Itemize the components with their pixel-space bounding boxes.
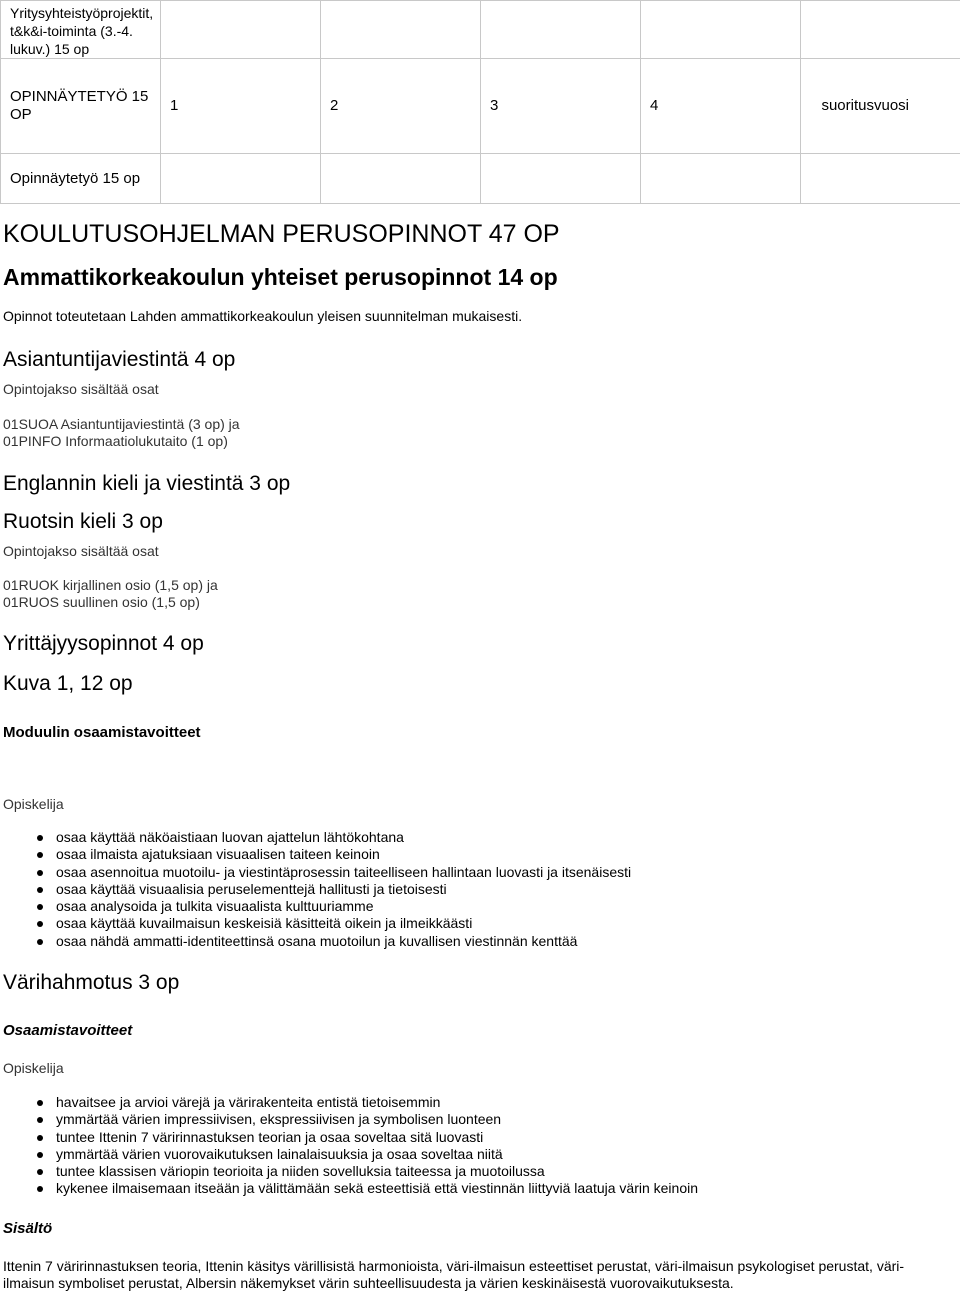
study-plan-table (0, 0, 960, 204)
course-title: Värihahmotus 3 op (3, 971, 180, 994)
bullet-icon (37, 904, 43, 910)
course-includes: Opintojakso sisältää osat (3, 381, 159, 397)
course-part: 01RUOK kirjallinen osio (1,5 op) ja (3, 577, 218, 593)
module-goals-heading: Moduulin osaamistavoitteet (3, 724, 201, 741)
course-title: Ruotsin kieli 3 op (3, 510, 163, 533)
bullet-icon (37, 1135, 43, 1141)
bullet-icon (37, 835, 43, 841)
bullet-icon (37, 1186, 43, 1192)
course-goals-list (37, 1094, 698, 1198)
list-item: osaa nähdä ammatti-identiteettinsä osana muotoilun ja kuvallisen viestinnän kenttää (37, 933, 631, 950)
table-cell (801, 154, 960, 204)
list-item: osaa käyttää näköaistiaan luovan ajattelun lähtökohtana (37, 829, 631, 846)
table-header-cell: suoritusvuosi (801, 59, 960, 154)
bullet-icon (37, 1169, 43, 1175)
list-item: ymmärtää värien impressiivisen, ekspressiivisen ja symbolisen luonteen (37, 1111, 698, 1128)
table-header-cell: 2 (321, 59, 481, 154)
table-cell (641, 1, 801, 59)
section-note: Opinnot toteutetaan Lahden ammattikorkeakoulun yleisen suunnitelman mukaisesti. (3, 308, 523, 324)
list-item: tuntee Ittenin 7 väririnnastuksen teorian ja osaa soveltaa sitä luovasti (37, 1129, 698, 1146)
list-item: tuntee klassisen väriopin teorioita ja niiden sovelluksia taiteessa ja muotoilussa (37, 1163, 698, 1180)
table-row (1, 154, 960, 204)
table-header-cell: 4 (641, 59, 801, 154)
table-cell (321, 154, 481, 204)
table-header-cell: 3 (481, 59, 641, 154)
table-cell: Opinnäytetyö 15 op (1, 154, 161, 204)
section-subtitle: Ammattikorkeakoulun yhteiset perusopinnot 14 op (3, 264, 558, 290)
course-title: Englannin kieli ja viestintä 3 op (3, 472, 291, 495)
table-cell (641, 154, 801, 204)
table-header-cell: 1 (161, 59, 321, 154)
list-item: kykenee ilmaisemaan itseään ja välittämään sekä esteettisiä että viestinnän liittyviä laatuja värin keinoin (37, 1180, 698, 1197)
bullet-icon (37, 921, 43, 927)
course-goals-heading: Osaamistavoitteet (3, 1022, 133, 1039)
content-paragraph: Ittenin 7 väririnnastuksen teoria, Ittenin käsitys värillisistä harmonioista, väri-ilmaisun esteettiset perustat, väri-ilmaisun psykologiset perustat, väri-ilmaisun symboliset perustat, Albersin näkemykset värin suhteellisuudesta ja värien keskinäisestä vuorovaikutuksesta. (3, 1258, 905, 1291)
bullet-icon (37, 852, 43, 858)
module-title: Kuva 1, 12 op (3, 672, 133, 695)
student-label: Opiskelija (3, 796, 64, 812)
table-row (1, 1, 960, 59)
student-label: Opiskelija (3, 1060, 64, 1076)
list-item: osaa asennoitua muotoilu- ja viestintäprosessin taiteelliseen hallintaan luovasti ja itsenäisesti (37, 864, 631, 881)
list-item: ymmärtää värien vuorovaikutuksen lainalaisuuksia ja osaa soveltaa niitä (37, 1146, 698, 1163)
course-title: Asiantuntijaviestintä 4 op (3, 348, 236, 371)
table-cell (161, 154, 321, 204)
course-name: Yritysyhteistyöprojektit, t&k&i-toiminta (3.-4. lukuv.) 15 op (10, 5, 154, 57)
table-cell (161, 1, 321, 59)
course-part: 01RUOS suullinen osio (1,5 op) (3, 594, 200, 610)
list-item: osaa käyttää kuvailmaisun keskeisiä käsitteitä oikein ja ilmeikkäästi (37, 915, 631, 932)
list-item: osaa analysoida ja tulkita visuaalista kulttuuriamme (37, 898, 631, 915)
course-includes: Opintojakso sisältää osat (3, 543, 159, 559)
table-cell (321, 1, 481, 59)
section-title: KOULUTUSOHJELMAN PERUSOPINNOT 47 OP (3, 220, 560, 248)
list-item: havaitsee ja arvioi värejä ja värirakenteita entistä tietoisemmin (37, 1094, 698, 1111)
course-title: Yrittäjyysopinnot 4 op (3, 632, 204, 655)
table-header-row (1, 59, 960, 154)
bullet-icon (37, 870, 43, 876)
bullet-icon (37, 1100, 43, 1106)
bullet-icon (37, 1117, 43, 1123)
table-cell (1, 1, 161, 59)
table-header-cell: OPINNÄYTETYÖ 15 OP (1, 59, 161, 154)
module-goals-list (37, 829, 631, 950)
course-part: 01PINFO Informaatiolukutaito (1 op) (3, 433, 228, 449)
content-heading: Sisältö (3, 1220, 53, 1237)
bullet-icon (37, 1152, 43, 1158)
course-part: 01SUOA Asiantuntijaviestintä (3 op) ja (3, 416, 240, 432)
list-item: osaa ilmaista ajatuksiaan visuaalisen taiteen keinoin (37, 846, 631, 863)
bullet-icon (37, 887, 43, 893)
table-cell (801, 1, 960, 59)
list-item: osaa käyttää visuaalisia peruselementtejä hallitusti ja tietoisesti (37, 881, 631, 898)
bullet-icon (37, 939, 43, 945)
table-cell (481, 1, 641, 59)
table-cell (481, 154, 641, 204)
